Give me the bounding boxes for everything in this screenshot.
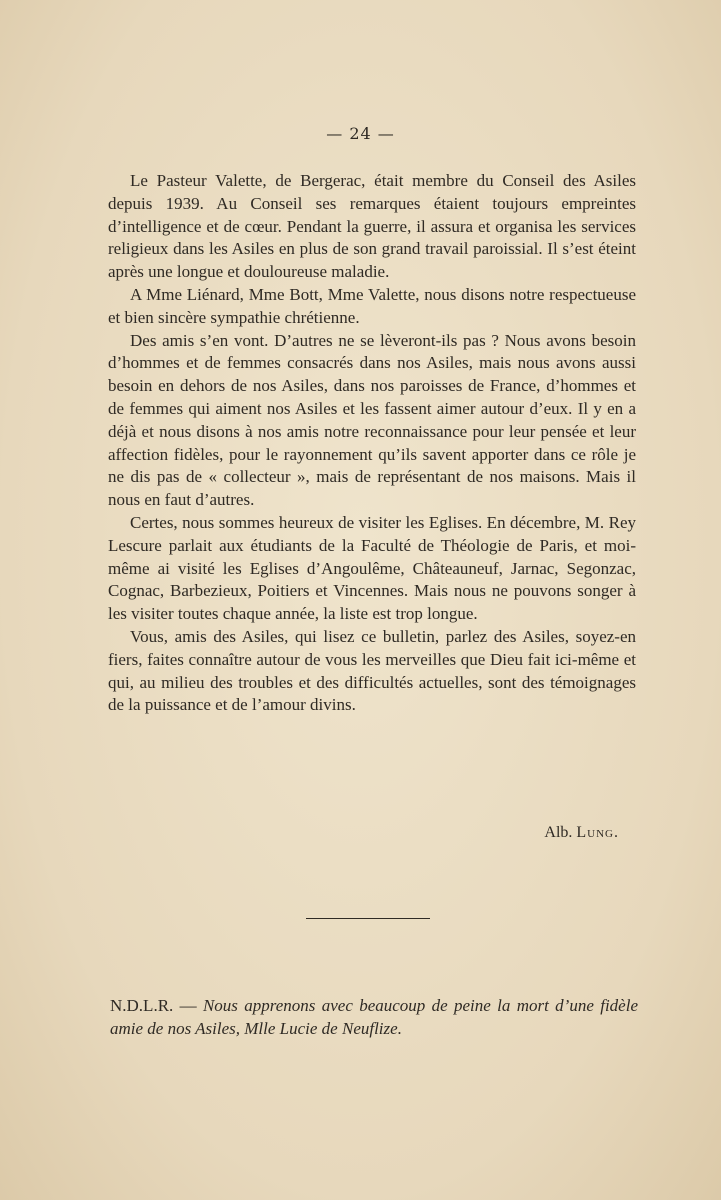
editor-note-prefix: N.D.L.R. — (110, 996, 203, 1015)
article-body (108, 170, 636, 717)
paragraph-valette: Le Pasteur Valette, de Bergerac, était membre du Conseil des Asiles depuis 1939. Au Conseil ses remarques étaient toujours empreintes d’intelligence et de cœur. Pendant la guerre, il assura et organisa les services religieux dans les Asiles en plus de son grand travail paroissial. Il s’est éteint après une longue et douloureuse maladie. (108, 171, 636, 282)
signature-last: Lung. (576, 824, 619, 841)
paragraph-friends: Des amis s’en vont. D’autres ne se lèveront-ils pas ? Nous avons besoin d’hommes et de femmes consacrés dans nos Asiles, mais nous avons aussi besoin en dehors de nos Asiles, dans nos paroisses de France, d’hommes et de femmes qui aiment nos Asiles et les fassent aimer autour d’eux. Il y en a déjà et nous disons à nos amis notre reconnaissance pour leur pensée et leur affection fidèles, pour le rayonnement qu’ils savent apporter dans ce rôle je ne dis pas de « collecteur », mais de représentant de nos maisons. Mais il nous en faut d’autres. (108, 330, 636, 510)
signature (544, 824, 619, 842)
paragraph-appeal: Vous, amis des Asiles, qui lisez ce bulletin, parlez des Asiles, soyez-en fiers, faites connaître autour de vous les merveilles que Dieu fait ici-même et qui, au milieu des troubles et des difficultés actuelles, sont des témoignages de la puissance et de l’amour divins. (108, 626, 636, 715)
page-number: — 24 — (326, 124, 395, 143)
section-divider (306, 918, 430, 919)
paragraph-churches: Certes, nous sommes heureux de visiter les Eglises. En décembre, M. Rey Lescure parlait aux étudiants de la Faculté de Théologie de Paris, et moi-même ai visité les Eglises d’Angoulême, Châteauneuf, Jarnac, Segonzac, Cognac, Barbezieux, Poitiers et Vincennes. Mais nous ne pouvons songer à les visiter toutes chaque année, la liste est trop longue. (108, 512, 636, 624)
signature-first: Alb. (544, 824, 573, 841)
editor-note-text: Nous apprenons avec beaucoup de peine la mort d’une fidèle amie de nos Asiles, Mlle Lucie de Neuflize. (110, 996, 638, 1038)
paragraph-sympathy: A Mme Liénard, Mme Bott, Mme Valette, nous disons notre respectueuse et bien sincère sympathie chrétienne. (108, 284, 636, 327)
editor-note (110, 994, 638, 1040)
